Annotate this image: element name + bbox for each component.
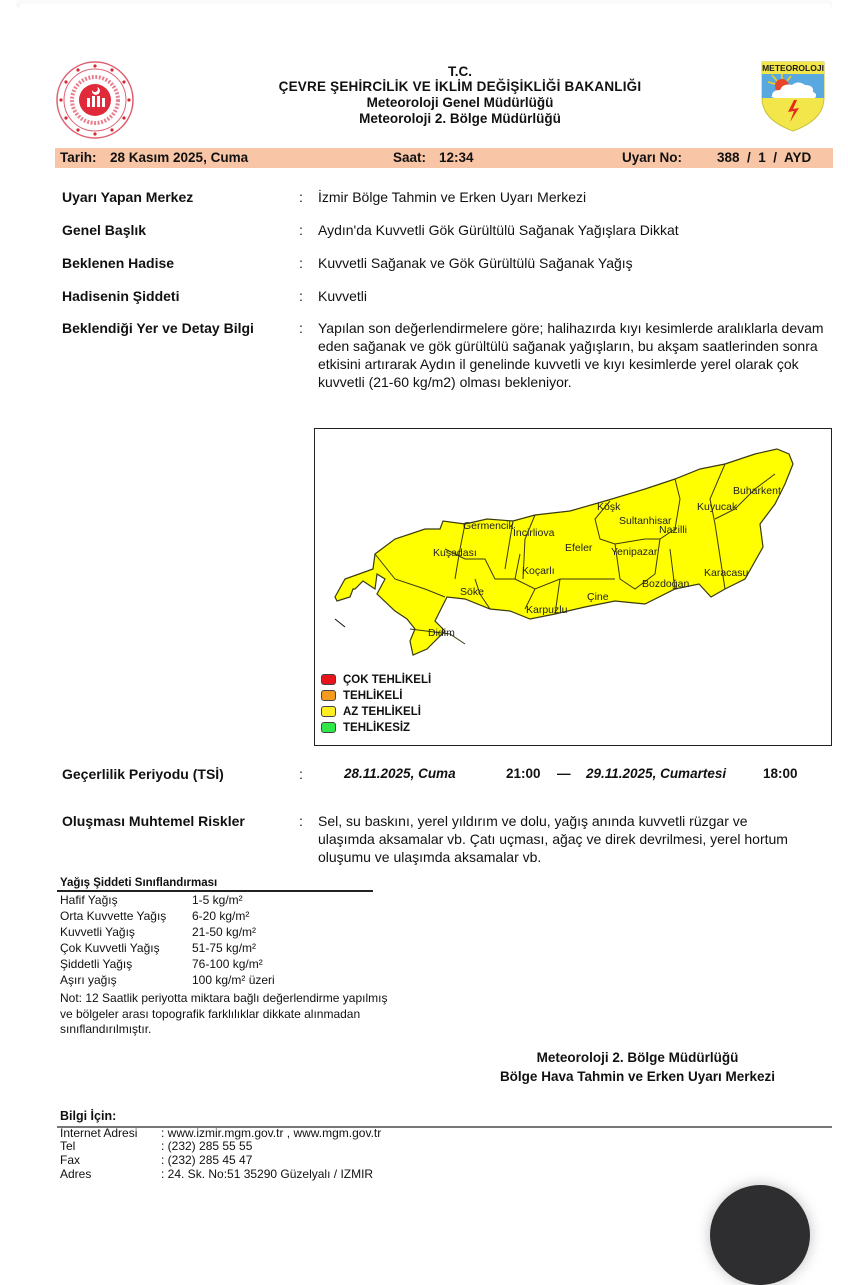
legend-swatch-red — [321, 674, 336, 685]
classification-name: Hafif Yağış — [60, 893, 118, 907]
legend-item-dangerous: TEHLİKELİ — [321, 689, 402, 704]
district-label: Buharkent — [733, 485, 781, 497]
district-label: Germencik — [463, 520, 514, 532]
district-label: Çine — [587, 591, 609, 603]
header-regional-directorate: Meteoroloji 2. Bölge Müdürlüğü — [359, 111, 561, 126]
district-label: Nazilli — [659, 524, 688, 536]
legend-swatch-orange — [321, 690, 336, 701]
legend-swatch-green — [321, 722, 336, 733]
contact-label-tel: Tel — [60, 1139, 76, 1153]
district-label: Kuşadası — [433, 547, 477, 559]
classification-name: Kuvvetli Yağış — [60, 925, 135, 939]
colon: : — [299, 813, 303, 829]
colon: : — [299, 288, 303, 304]
validity-start-time: 21:00 — [506, 766, 541, 781]
legend-swatch-yellow — [321, 706, 336, 717]
validity-dash: — — [557, 766, 571, 781]
field-label-warning-center: Uyarı Yapan Merkez — [62, 189, 194, 205]
aydin-province-shape — [335, 449, 793, 655]
colon: : — [299, 320, 303, 336]
contact-value-web[interactable]: : www.izmir.mgm.gov.tr , www.mgm.gov.tr — [161, 1126, 382, 1140]
district-label: Didim — [428, 627, 455, 639]
contact-value-fax: : (232) 285 45 47 — [161, 1153, 253, 1167]
date-bar — [55, 148, 833, 168]
classification-name: Orta Kuvvette Yağış — [60, 909, 167, 923]
floating-action-button[interactable] — [710, 1185, 810, 1285]
field-value-location-detail: Yapılan son değerlendirmelere göre; halihazırda kıyı kesimlerde aralıklarla devam eden sağanak ve gök gürültülü sağanak yağışların, bu akşam saatlerinden sonra etkisini artırarak Aydın il genelinde kuvvetli ve kıyı kesimlerde yerel olarak çok kuvvetli (21-60 kg/m2) olması bekleniyor. — [318, 320, 824, 390]
district-label: Koçarlı — [522, 565, 555, 577]
risks-label: Oluşması Muhtemel Riskler — [62, 813, 245, 829]
colon: : — [299, 766, 303, 782]
classification-name: Aşırı yağış — [60, 973, 117, 987]
district-label: Söke — [460, 586, 484, 598]
date-value: 28 Kasım 2025, Cuma — [110, 150, 249, 165]
district-label: Köşk — [597, 501, 621, 513]
colon: : — [299, 222, 303, 238]
contact-label-fax: Fax — [60, 1153, 81, 1167]
field-label-location-detail: Beklendiği Yer ve Detay Bilgi — [62, 320, 254, 336]
field-value-warning-center: İzmir Bölge Tahmin ve Erken Uyarı Merkezi — [318, 189, 587, 205]
classification-range: 76-100 kg/m² — [192, 957, 263, 971]
classification-range: 51-75 kg/m² — [192, 941, 257, 955]
signature-line-1: Meteoroloji 2. Bölge Müdürlüğü — [536, 1050, 739, 1065]
field-label-severity: Hadisenin Şiddeti — [62, 288, 180, 304]
validity-end-date: 29.11.2025, Cumartesi — [586, 766, 727, 781]
classification-range: 6-20 kg/m² — [192, 909, 250, 923]
classification-title: Yağış Şiddeti Sınıflandırması — [60, 877, 218, 889]
contact-title: Bilgi İçin: — [60, 1109, 117, 1123]
district-label: Bozdoğan — [642, 578, 690, 590]
classification-divider — [57, 890, 373, 892]
classification-note: Not: 12 Saatlik periyotta miktara bağlı değerlendirme yapılmış ve bölgeler arası topografik farklılıklar dikkate alınmadan sınıflandırılmıştır. — [60, 991, 388, 1036]
signature-line-2: Bölge Hava Tahmin ve Erken Uyarı Merkezi — [499, 1069, 776, 1084]
validity-label: Geçerlilik Periyodu (TSİ) — [62, 766, 224, 782]
field-value-severity: Kuvvetli — [318, 288, 368, 304]
contact-value-tel: : (232) 285 55 55 — [161, 1139, 253, 1153]
field-label-general-title: Genel Başlık — [62, 222, 147, 238]
district-label: Karacasu — [704, 567, 749, 579]
district-label: Yenipazar — [611, 546, 658, 558]
contact-value-address: : 24. Sk. No:51 35290 Güzelyalı / IZMIR — [161, 1167, 374, 1181]
classification-range: 21-50 kg/m² — [192, 925, 257, 939]
ministry-seal-icon — [55, 60, 135, 140]
header-country: T.C. — [447, 64, 472, 79]
district-label: İncirliova — [513, 527, 555, 539]
contact-label-address: Adres — [60, 1167, 92, 1181]
district-label: Karpuzlu — [526, 604, 568, 616]
field-label-expected-event: Beklenen Hadise — [62, 255, 175, 271]
district-label: Sultanhisar — [619, 515, 672, 527]
classification-name: Çok Kuvvetli Yağış — [60, 941, 160, 955]
meteoroloji-shield-icon — [758, 60, 828, 132]
district-label: Kuyucak — [697, 501, 738, 513]
meteoroloji-logo-text: METEOROLOJI — [762, 63, 824, 73]
warning-map — [314, 428, 832, 746]
field-value-expected-event: Kuvvetli Sağanak ve Gök Gürültülü Sağanak Yağış — [318, 255, 633, 271]
warning-no-label: Uyarı No: — [622, 150, 683, 165]
district-label: Efeler — [565, 542, 593, 554]
legend-item-no-danger: TEHLİKESİZ — [321, 721, 410, 736]
risks-value: Sel, su baskını, yerel yıldırım ve dolu, yağış anında kuvvetli rüzgar ve ulaşımda aksamalar vb. Çatı uçması, ağaç ve direk devrilmesi, yerel hortum oluşumu ve ulaşımda aksamalar vb. — [318, 813, 788, 865]
legend-item-low-danger: AZ TEHLİKELİ — [321, 705, 421, 720]
time-value: 12:34 — [439, 150, 474, 165]
header-directorate-general: Meteoroloji Genel Müdürlüğü — [366, 95, 554, 110]
validity-start-date: 28.11.2025, Cuma — [344, 766, 456, 781]
date-label: Tarih: — [60, 150, 97, 165]
validity-end-time: 18:00 — [763, 766, 798, 781]
contact-label-web: Internet Adresi — [60, 1126, 138, 1140]
classification-name: Şiddetli Yağış — [60, 957, 133, 971]
classification-range: 100 kg/m² üzeri — [192, 973, 275, 987]
colon: : — [299, 255, 303, 271]
legend-item-very-dangerous: ÇOK TEHLİKELİ — [321, 673, 431, 688]
warning-no-value: 388 / 1 / AYD — [717, 150, 812, 165]
header-ministry: ÇEVRE ŞEHİRCİLİK VE İKLİM DEĞİŞİKLİĞİ BAKANLIĞI — [278, 79, 642, 94]
colon: : — [299, 189, 303, 205]
classification-range: 1-5 kg/m² — [192, 893, 243, 907]
field-value-general-title: Aydın'da Kuvvetli Gök Gürültülü Sağanak Yağışlara Dikkat — [318, 222, 679, 238]
time-label: Saat: — [393, 150, 427, 165]
